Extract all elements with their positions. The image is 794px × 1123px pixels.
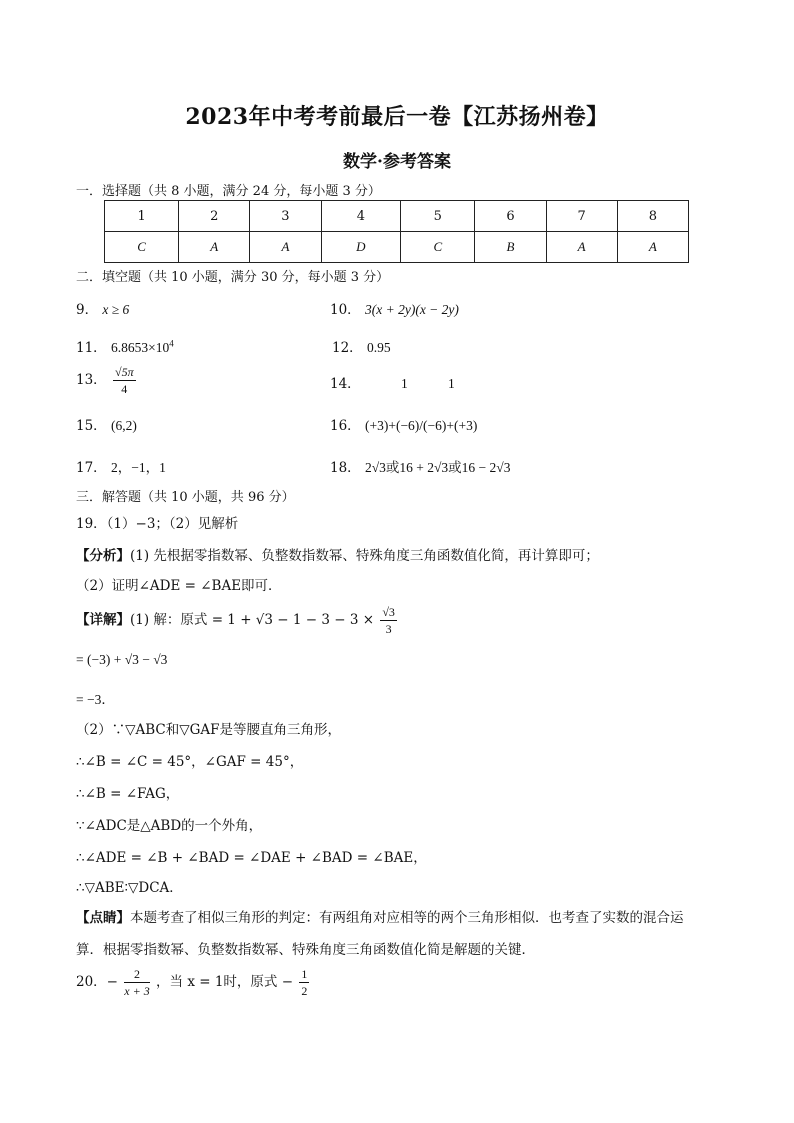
answer-value: 2，−1，1 <box>110 460 166 475</box>
fraction <box>113 364 136 397</box>
detail-paragraph <box>76 604 399 637</box>
fraction <box>380 604 397 637</box>
answer-q11 <box>76 336 174 356</box>
answer-value: 3(x + 2y)(x − 2y) <box>364 302 459 317</box>
table-cell: A <box>250 232 321 263</box>
fraction <box>124 966 149 999</box>
analysis-text: (1) 先根据零指数幂、负整数指数幂、特殊角度三角函数值化简，再计算即可； <box>130 548 599 564</box>
answer-value: 2√3或16 + 2√3或16 − 2√3 <box>364 460 511 475</box>
answer-q17 <box>76 456 166 476</box>
table-cell: A <box>617 232 688 263</box>
answer-q12 <box>332 336 391 356</box>
fraction <box>299 966 309 999</box>
comment-tag: 【点睛】 <box>76 910 130 926</box>
answer-blank-2: 1 <box>448 376 455 391</box>
answer-value: x ≥ 6 <box>102 302 130 317</box>
detail-line-3: = −3． <box>76 692 115 707</box>
comment-text-1: 本题考查了相似三角形的判定：有两组角对应相等的两个三角形相似．也考查了实数的混合运 <box>130 910 684 926</box>
table-cell: 1 <box>105 201 179 232</box>
analysis-tag: 【分析】 <box>76 548 130 564</box>
question-number: 11． <box>76 340 107 356</box>
answer-q10 <box>330 298 459 318</box>
answer-value: (+3)+(−6)/(−6)+(+3) <box>364 418 478 433</box>
table-cell: 2 <box>179 201 250 232</box>
question-number: 20．− <box>76 974 118 990</box>
proof-line-4: ∵∠ADC是△ABD的一个外角， <box>76 818 263 834</box>
question-number: 13． <box>76 372 107 388</box>
analysis-paragraph-2: （2）证明∠ADE = ∠BAE即可． <box>76 578 282 594</box>
answer-q20 <box>76 966 311 999</box>
table-cell: B <box>475 232 546 263</box>
page-title: 2023年中考考前最后一卷【江苏扬州卷】 <box>185 104 609 130</box>
answer-value: 6.8653×10 <box>110 340 170 355</box>
proof-line-6: ∴▽ABE∶▽DCA． <box>76 880 183 896</box>
section-heading-fill: 二．填空题（共 10 小题，满分 30 分，每小题 3 分） <box>76 270 390 285</box>
answer-exponent: 4 <box>169 338 174 349</box>
answer-blank-1: 1 <box>400 376 408 391</box>
question-number: 18． <box>330 460 361 476</box>
fraction-denominator: x + 3 <box>124 984 150 998</box>
table-cell: 3 <box>250 201 321 232</box>
table-cell: A <box>179 232 250 263</box>
table-cell: 7 <box>546 201 617 232</box>
answer-q18 <box>330 456 510 476</box>
question-number: 17． <box>76 460 107 476</box>
table-cell: 6 <box>475 201 546 232</box>
table-cell: C <box>401 232 475 263</box>
proof-line-2: ∴∠B = ∠C = 45°，∠GAF = 45°， <box>76 754 304 770</box>
fraction-numerator: √5π <box>114 365 134 379</box>
detail-line-1: (1) 解：原式 = 1 + √3 − 1 − 3 − 3 × <box>130 612 375 628</box>
table-row-numbers <box>105 201 689 232</box>
table-cell: C <box>105 232 179 263</box>
proof-line-3: ∴∠B = ∠FAG， <box>76 786 180 802</box>
question-number: 16． <box>330 418 361 434</box>
fraction-numerator: √3 <box>382 605 395 619</box>
table-cell: 8 <box>617 201 688 232</box>
analysis-paragraph <box>76 544 599 564</box>
proof-line-1: （2）∵▽ABC和▽GAF是等腰直角三角形， <box>76 722 342 738</box>
answer-q15 <box>76 414 137 434</box>
question-number: 14． <box>330 376 361 392</box>
answer-q14 <box>330 372 455 392</box>
comment-text-2: 算．根据零指数幂、负整数指数幂、特殊角度三角函数值化简是解题的关键． <box>76 942 535 958</box>
fraction-denominator: 4 <box>121 382 128 396</box>
proof-line-5: ∴∠ADE = ∠B + ∠BAD = ∠DAE + ∠BAD = ∠BAE， <box>76 850 427 866</box>
fraction-numerator: 2 <box>124 966 149 983</box>
answer-q9 <box>76 298 129 318</box>
question-number: 12． <box>332 340 363 356</box>
answer-q19-summary: 19．（1）−3；（2）见解析 <box>76 516 239 532</box>
section-heading-choice: 一．选择题（共 8 小题，满分 24 分，每小题 3 分） <box>76 184 381 199</box>
fraction-denominator: 2 <box>301 984 308 998</box>
detail-tag: 【详解】 <box>76 612 130 628</box>
detail-line-2: = (−3) + √3 − √3 <box>76 652 168 667</box>
question-number: 9． <box>76 302 99 318</box>
fraction-numerator: 1 <box>301 967 308 981</box>
answer-q13 <box>76 364 138 397</box>
table-row-answers <box>105 232 689 263</box>
answer-value: (6,2) <box>110 418 137 433</box>
table-cell: A <box>546 232 617 263</box>
section-heading-solve: 三．解答题（共 10 小题，共 96 分） <box>76 490 295 505</box>
page-subtitle: 数学·参考答案 <box>343 152 451 172</box>
question-number: 15． <box>76 418 107 434</box>
answer-q16 <box>330 414 477 434</box>
answer-q20-text: ，当 x = 1时，原式 − <box>156 974 294 990</box>
fraction-denominator: 3 <box>385 622 392 636</box>
question-number: 10． <box>330 302 361 318</box>
table-cell: 4 <box>321 201 401 232</box>
answer-table <box>104 200 689 263</box>
comment-paragraph <box>76 906 684 926</box>
answer-value: 0.95 <box>366 340 391 355</box>
table-cell: 5 <box>401 201 475 232</box>
table-cell: D <box>321 232 401 263</box>
